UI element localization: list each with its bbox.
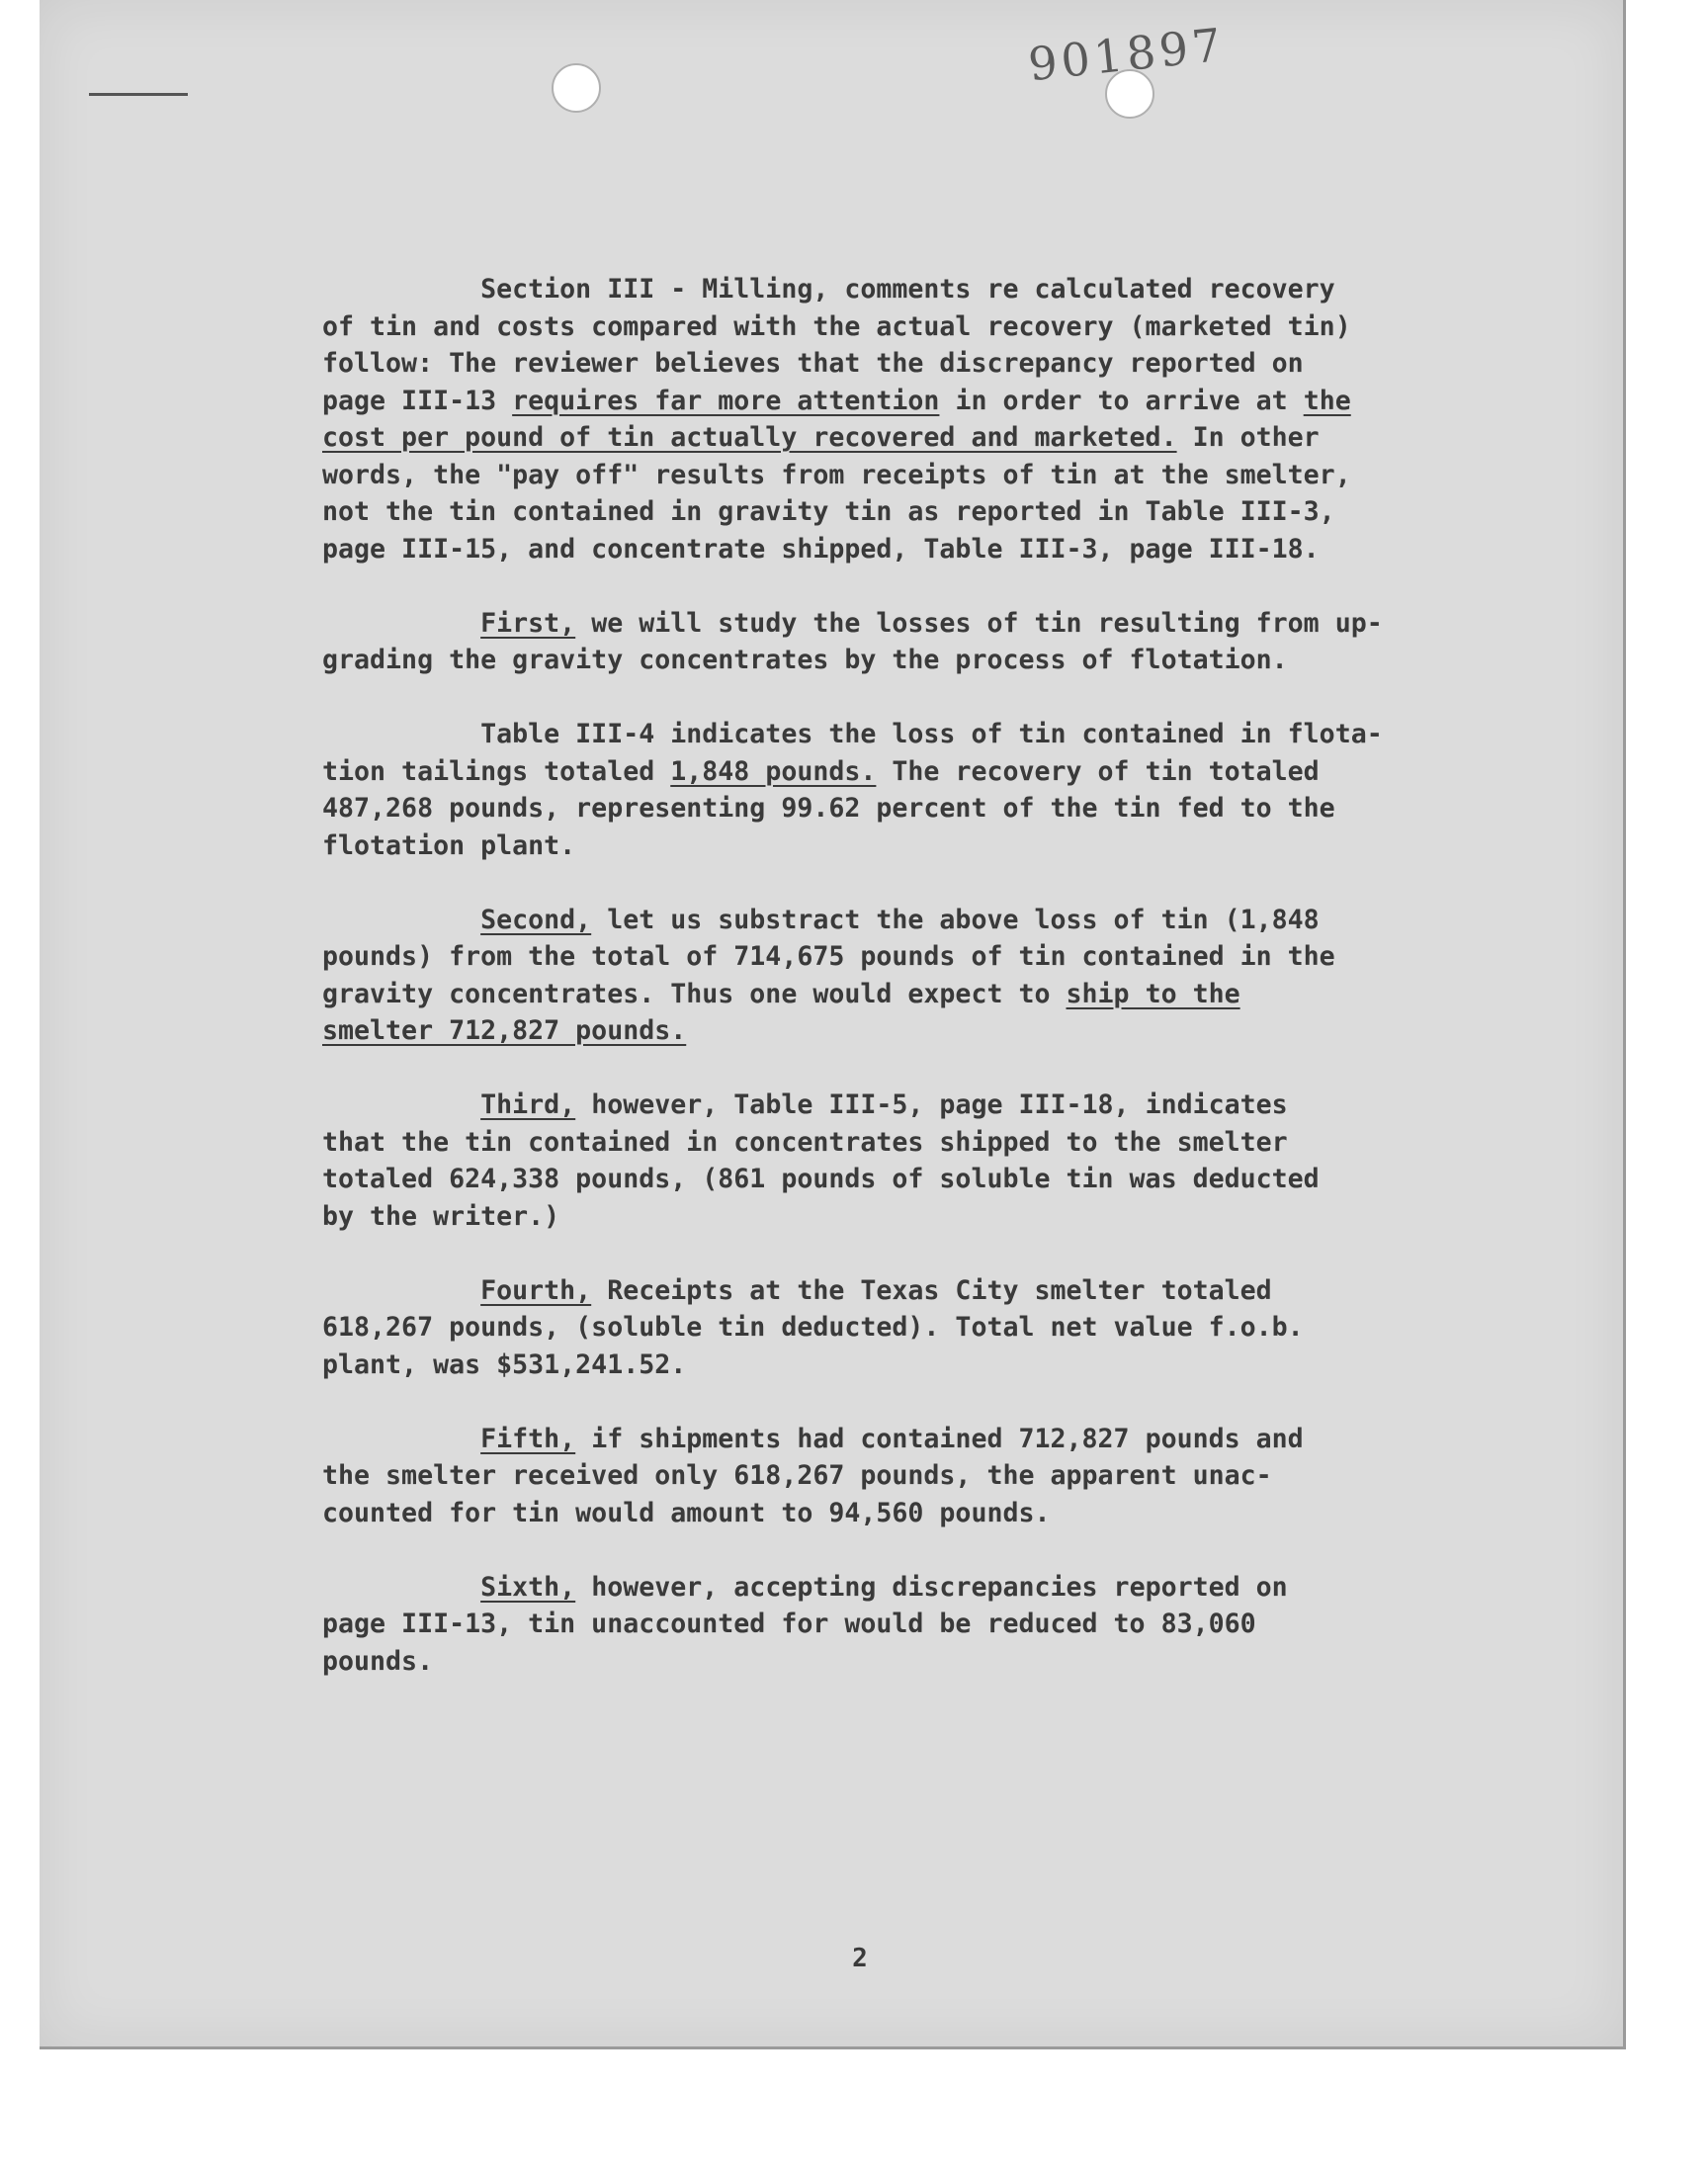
underlined-text: Second, xyxy=(480,904,592,935)
text-line xyxy=(322,1495,1479,1532)
paragraph xyxy=(322,716,1479,864)
underlined-text: smelter 712,827 pounds. xyxy=(322,1015,687,1046)
text-run: Receipts at the Texas City smelter totaled xyxy=(591,1274,1272,1306)
text-run: if shipments had contained 712,827 pounds and xyxy=(575,1423,1304,1454)
text-run xyxy=(322,1424,480,1454)
text-line xyxy=(322,271,1479,308)
text-line xyxy=(322,1569,1479,1607)
pen-mark xyxy=(89,93,188,96)
text-line xyxy=(322,605,1479,643)
underlined-text: ship to the xyxy=(1066,978,1240,1009)
text-run xyxy=(322,1275,480,1306)
text-run: by the writer.) xyxy=(322,1200,560,1232)
text-run xyxy=(322,608,480,639)
text-run xyxy=(322,905,480,935)
text-run: grading the gravity concentrates by the process of flotation. xyxy=(322,645,1288,675)
text-line xyxy=(322,1272,1479,1310)
text-run: let us substract the above loss of tin (1,848 xyxy=(591,904,1320,935)
underlined-text: cost per pound of tin actually recovered and marketed. xyxy=(322,422,1177,453)
text-line xyxy=(322,531,1479,568)
text-run: we will study the losses of tin resulting from up- xyxy=(575,607,1383,639)
paragraph xyxy=(322,1421,1479,1532)
text-run: gravity concentrates. Thus one would expect to xyxy=(322,978,1067,1009)
text-line xyxy=(322,642,1479,679)
underlined-text: requires far more attention xyxy=(512,385,940,416)
text-line xyxy=(322,383,1479,420)
text-line xyxy=(322,1012,1479,1050)
document-body xyxy=(322,271,1479,1717)
text-run: 487,268 pounds, representing 99.62 percent of the tin fed to the xyxy=(322,793,1335,824)
document-page xyxy=(40,0,1626,2049)
text-line xyxy=(322,1421,1479,1458)
text-run: 618,267 pounds, (soluble tin deducted). Total net value f.o.b. xyxy=(322,1312,1304,1343)
paragraph xyxy=(322,271,1479,567)
text-run: that the tin contained in concentrates shipped to the smelter xyxy=(322,1126,1288,1158)
text-run: Section III - Milling, comments re calculated recovery xyxy=(322,274,1335,304)
text-run: Table III-4 indicates the loss of tin contained in flota- xyxy=(322,719,1383,749)
text-run: page III-15, and concentrate shipped, Table III-3, page III-18. xyxy=(322,533,1320,565)
text-run: follow: The reviewer believes that the discrepancy reported on xyxy=(322,348,1304,379)
text-line xyxy=(322,1643,1479,1681)
text-line xyxy=(322,419,1479,457)
text-line xyxy=(322,1457,1479,1495)
text-line xyxy=(322,1161,1479,1198)
text-line xyxy=(322,457,1479,494)
text-run: not the tin contained in gravity tin as reported in Table III-3, xyxy=(322,496,1335,527)
text-run: plant, was $531,241.52. xyxy=(322,1348,687,1380)
text-line xyxy=(322,1124,1479,1162)
text-line xyxy=(322,1347,1479,1384)
underlined-text: the xyxy=(1303,385,1351,416)
underlined-text: Third, xyxy=(480,1089,576,1120)
text-run: totaled 624,338 pounds, (861 pounds of soluble tin was deducted xyxy=(322,1164,1320,1194)
text-run: of tin and costs compared with the actual recovery (marketed tin) xyxy=(322,310,1351,342)
underlined-text: Sixth, xyxy=(480,1571,576,1603)
paragraph xyxy=(322,605,1479,679)
text-line xyxy=(322,493,1479,531)
text-run: words, the "pay off" results from receipts of tin at the smelter, xyxy=(322,459,1351,490)
text-run xyxy=(322,1089,480,1120)
text-run: page III-13, tin unaccounted for would be reduced to 83,060 xyxy=(322,1609,1256,1639)
text-line xyxy=(322,1087,1479,1124)
text-run: pounds) from the total of 714,675 pounds of tin contained in the xyxy=(322,941,1335,972)
text-run xyxy=(322,1572,480,1603)
text-run: page III-13 xyxy=(322,385,513,416)
text-run: counted for tin would amount to 94,560 pounds. xyxy=(322,1497,1051,1528)
text-line xyxy=(322,308,1479,346)
text-line xyxy=(322,1309,1479,1347)
page-number: 2 xyxy=(852,1944,868,1973)
underlined-text: Fourth, xyxy=(480,1274,592,1306)
paragraph xyxy=(322,1569,1479,1681)
underlined-text: 1,848 pounds. xyxy=(670,755,877,787)
paragraph xyxy=(322,1087,1479,1235)
punch-hole xyxy=(552,63,601,113)
text-line xyxy=(322,976,1479,1013)
text-run: flotation plant. xyxy=(322,829,576,861)
stamp-number: 901897 xyxy=(1025,17,1228,92)
text-line xyxy=(322,753,1479,791)
text-line xyxy=(322,938,1479,976)
text-line xyxy=(322,345,1479,383)
text-line xyxy=(322,1606,1479,1643)
text-run: the smelter received only 618,267 pounds, the apparent unac- xyxy=(322,1460,1272,1491)
text-run: in order to arrive at xyxy=(939,385,1304,416)
text-run: pounds. xyxy=(322,1645,434,1677)
text-run: however, accepting discrepancies reported on xyxy=(575,1571,1288,1603)
text-line xyxy=(322,827,1479,865)
text-run: The recovery of tin totaled xyxy=(876,755,1320,787)
text-line xyxy=(322,902,1479,939)
paragraph xyxy=(322,1272,1479,1384)
text-line xyxy=(322,1198,1479,1236)
underlined-text: Fifth, xyxy=(480,1423,576,1454)
text-run: In other xyxy=(1176,422,1320,453)
paragraph xyxy=(322,902,1479,1050)
text-line xyxy=(322,716,1479,753)
text-line xyxy=(322,790,1479,827)
text-run: tion tailings totaled xyxy=(322,755,671,787)
underlined-text: First, xyxy=(480,607,576,639)
text-run: however, Table III-5, page III-18, indicates xyxy=(575,1089,1288,1120)
